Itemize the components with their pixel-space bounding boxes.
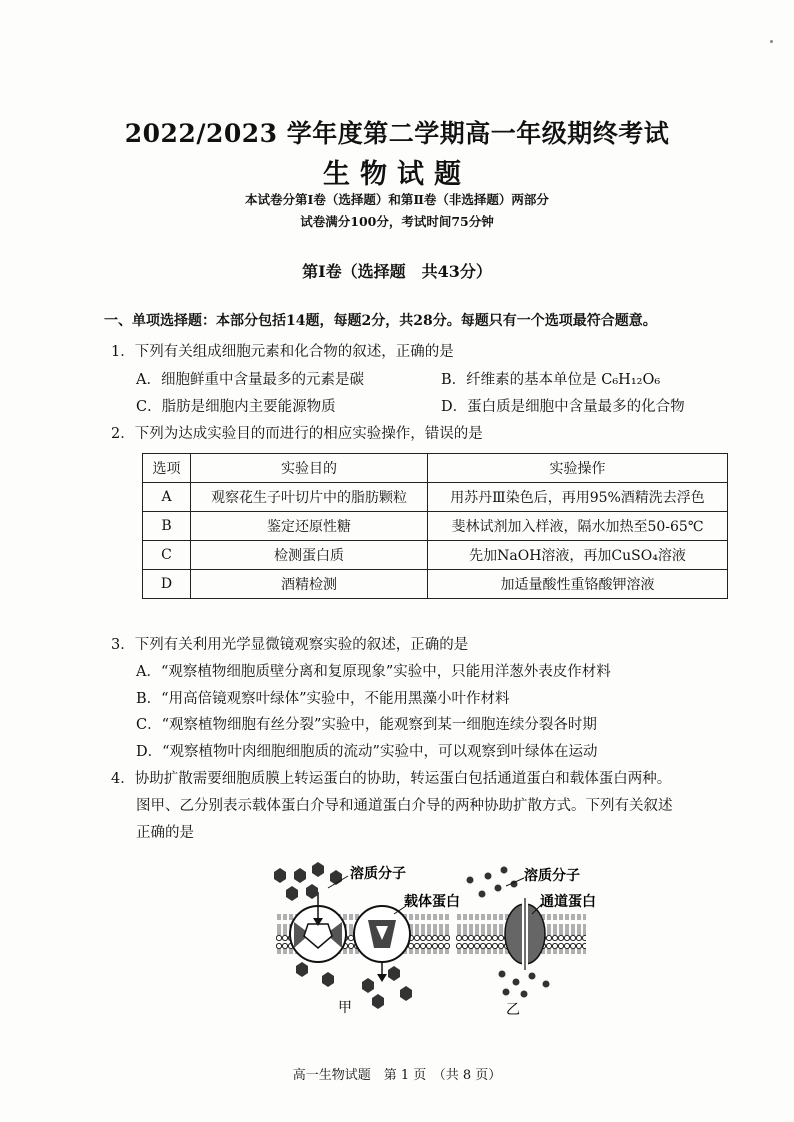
- solute-label-right: 溶质分子: [524, 868, 580, 884]
- table-cell: 鉴定还原性糖: [191, 512, 428, 541]
- table-cell: 检测蛋白质: [191, 541, 428, 570]
- exam-note-score: 试卷满分100分，考试时间75分钟: [300, 214, 494, 229]
- table-cell: 用苏丹Ⅲ染色后，再用95%酒精洗去浮色: [428, 483, 728, 512]
- table-row: [143, 570, 728, 599]
- table-header-cell: 实验目的: [191, 454, 428, 483]
- table-cell: 酒精检测: [191, 570, 428, 599]
- table-cell: 观察花生子叶切片中的脂肪颗粒: [191, 483, 428, 512]
- table-cell: C: [143, 541, 191, 570]
- question-3-option-b: B．“用高倍镜观察叶绿体”实验中，不能用黑藻小叶作材料: [136, 691, 510, 707]
- carrier-protein-closed: [354, 906, 410, 982]
- question-4-line-3: 正确的是: [136, 825, 194, 841]
- carrier-protein-open: [290, 892, 346, 962]
- scan-speck: [770, 40, 773, 43]
- channel-protein-label: 通道蛋白: [540, 894, 596, 910]
- question-3-option-a: A．“观察植物细胞质壁分离和复原现象”实验中，只能用洋葱外表皮作材料: [136, 664, 611, 680]
- question-1-option-a: A．细胞鲜重中含量最多的元素是碳: [136, 372, 364, 388]
- diagram-label-jia: 甲: [338, 1000, 352, 1016]
- question-2-stem: 2．下列为达成实验目的而进行的相应实验操作，错误的是: [111, 426, 483, 442]
- question-1-stem: 1．下列有关组成细胞元素和化合物的叙述，正确的是: [111, 344, 454, 360]
- table-cell: A: [143, 483, 191, 512]
- table-row: [143, 512, 728, 541]
- table-header-row: [143, 454, 728, 483]
- table-header-cell: 实验操作: [428, 454, 728, 483]
- question-3-stem: 3．下列有关利用光学显微镜观察实验的叙述，正确的是: [111, 637, 469, 653]
- part-one-heading: 第Ⅰ卷（选择题 共43分）: [302, 262, 492, 281]
- question-1-option-c: C．脂肪是细胞内主要能源物质: [136, 399, 336, 415]
- question-2-table: [142, 453, 728, 599]
- question-1-option-b: B．纤维素的基本单位是 C₆H₁₂O₆: [441, 372, 661, 388]
- table-cell: 加适量酸性重铬酸钾溶液: [428, 570, 728, 599]
- question-1-option-d: D．蛋白质是细胞中含量最多的化合物: [441, 399, 685, 415]
- question-4-line-2: 图甲、乙分别表示载体蛋白介导和通道蛋白介导的两种协助扩散方式。下列有关叙述: [136, 798, 673, 814]
- transport-diagram: [270, 862, 640, 1022]
- question-4-line-1: 4．协助扩散需要细胞质膜上转运蛋白的协助，转运蛋白包括通道蛋白和载体蛋白两种。: [111, 771, 672, 787]
- exam-subject: 生物试题: [323, 159, 471, 190]
- section-one-instructions: 一、单项选择题：本部分包括14题，每题2分，共28分。每题只有一个选项最符合题意。: [104, 313, 657, 329]
- solute-label-left: 溶质分子: [350, 866, 406, 882]
- table-cell: 先加NaOH溶液，再加CuSO₄溶液: [428, 541, 728, 570]
- table-header-cell: 选项: [143, 454, 191, 483]
- table-cell: B: [143, 512, 191, 541]
- question-3-option-d: D．“观察植物叶肉细胞细胞质的流动”实验中，可以观察到叶绿体在运动: [136, 744, 598, 760]
- table-row: [143, 541, 728, 570]
- channel-protein: [505, 898, 545, 970]
- exam-note-structure: 本试卷分第Ⅰ卷（选择题）和第Ⅱ卷（非选择题）两部分: [245, 192, 549, 207]
- carrier-protein-label: 载体蛋白: [404, 894, 460, 910]
- table-cell: D: [143, 570, 191, 599]
- table-cell: 斐林试剂加入样液，隔水加热至50-65℃: [428, 512, 728, 541]
- page-footer: 高一生物试题 第 1 页 （共 8 页）: [292, 1068, 502, 1083]
- table-row: [143, 483, 728, 512]
- question-3-option-c: C．“观察植物细胞有丝分裂”实验中，能观察到某一细胞连续分裂各时期: [136, 717, 597, 733]
- diagram-label-yi: 乙: [506, 1002, 520, 1018]
- exam-title: 2022/2023 学年度第二学期高一年级期终考试: [124, 119, 670, 148]
